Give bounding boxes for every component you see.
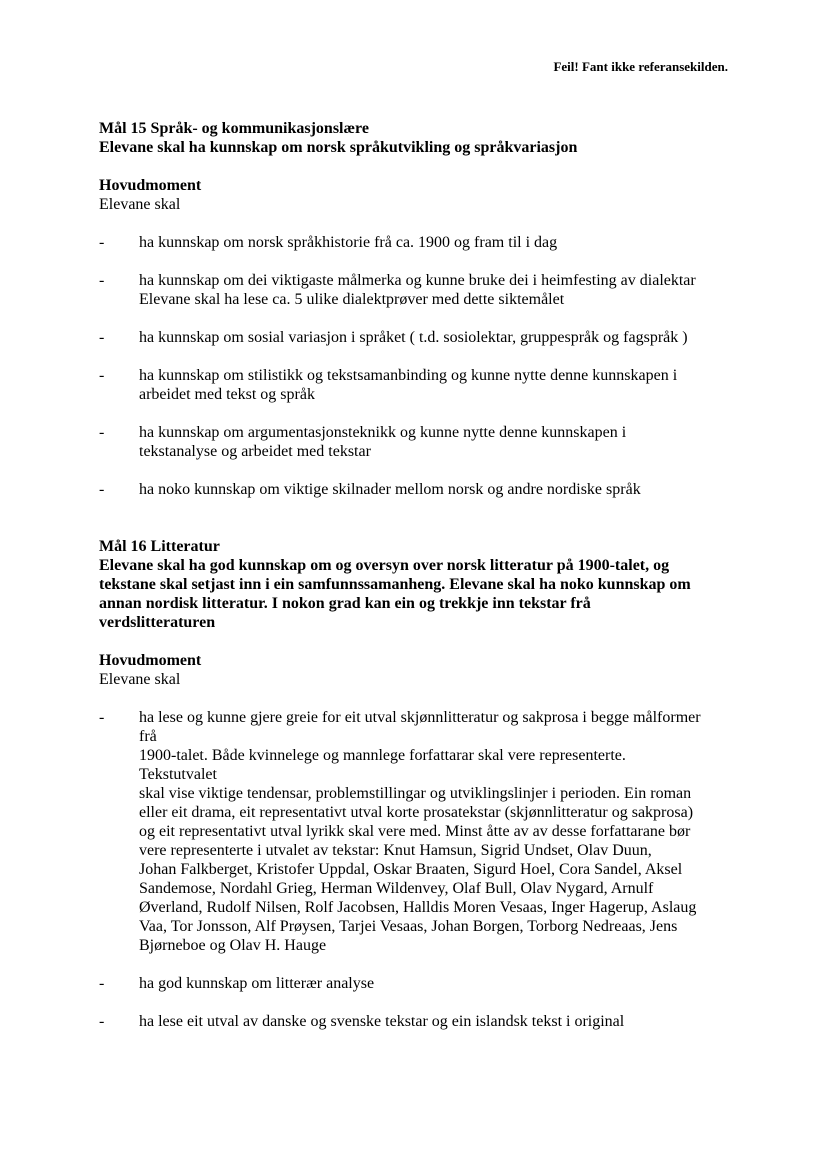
goal-16-section [99,537,729,1031]
list-item [99,974,729,993]
goal-16-bullet-list [99,708,729,1031]
list-item [99,328,729,347]
document-body [99,119,729,1050]
goal-15-section [99,119,729,499]
bullet-dash: - [99,272,105,289]
bullet-dash: - [99,1013,105,1030]
bullet-text-line: Bjørneboe og Olav H. Hauge [139,937,327,954]
bullet-text-line: tekstanalyse og arbeidet med tekstar [139,443,371,460]
bullet-dash: - [99,424,105,441]
list-item [99,480,729,499]
bullet-text-line: ha kunnskap om stilistikk og tekstsamanbinding og kunne nytte denne kunnskapen i [139,367,678,384]
bullet-text-line: Johan Falkberget, Kristofer Uppdal, Oskar Braaten, Sigurd Hoel, Cora Sandel, Aksel [139,861,683,878]
bullet-text-line: frå [139,728,157,745]
bullet-text-line: ha noko kunnskap om viktige skilnader mellom norsk og andre nordiske språk [139,481,641,498]
bullet-text-line: ha lese eit utval av danske og svenske tekstar og ein islandsk tekst i original [139,1013,625,1030]
list-item [99,708,729,955]
list-item [99,366,729,404]
bullet-dash: - [99,975,105,992]
bullet-text-line: ha god kunnskap om litterær analyse [139,975,375,992]
list-item [99,271,729,309]
bullet-dash: - [99,234,105,251]
bullet-text-line: Øverland, Rudolf Nilsen, Rolf Jacobsen, Halldis Moren Vesaas, Inger Hagerup, Aslaug [139,899,697,916]
bullet-dash: - [99,367,105,384]
goal-16-hovudmoment-intro: Elevane skal [99,671,181,688]
list-item [99,423,729,461]
bullet-text-line: 1900-talet. Både kvinnelege og mannlege forfattarar skal vere representerte. [139,747,626,764]
bullet-text-line: og eit representativt utval lyrikk skal vere med. Minst åtte av av desse forfattarane bør [139,823,691,840]
bullet-text-line: ha lese og kunne gjere greie for eit utval skjønnlitteratur og sakprosa i begge målformer [139,709,701,726]
bullet-text-line: ha kunnskap om argumentasjonsteknikk og kunne nytte denne kunnskapen i [139,424,627,441]
bullet-text-line: ha kunnskap om norsk språkhistorie frå ca. 1900 og fram til i dag [139,234,558,251]
bullet-text-line: ha kunnskap om sosial variasjon i språket ( t.d. sosiolektar, gruppespråk og fagspråk ) [139,329,688,346]
bullet-dash: - [99,709,105,726]
goal-16-subtitle-line: tekstane skal setjast inn i ein samfunnssamanheng. Elevane skal ha noko kunnskap om [99,576,691,593]
bullet-text-line: Sandemose, Nordahl Grieg, Herman Wildenvey, Olaf Bull, Olav Nygard, Arnulf [139,880,654,897]
bullet-text-line: arbeidet med tekst og språk [139,386,315,403]
bullet-text-line: eller eit drama, eit representativt utval korte prosatekstar (skjønnlitteratur og sakprosa) [139,804,694,821]
bullet-text-line: ha kunnskap om dei viktigaste målmerka og kunne bruke dei i heimfesting av dialektar [139,272,696,289]
goal-15-hovudmoment-heading: Hovudmoment [99,177,202,194]
goal-15-subtitle: Elevane skal ha kunnskap om norsk språkutvikling og språkvariasjon [99,139,578,156]
bullet-text-line: Elevane skal ha lese ca. 5 ulike dialektprøver med dette siktemålet [139,291,565,308]
goal-16-hovudmoment-heading: Hovudmoment [99,652,202,669]
bullet-dash: - [99,329,105,346]
bullet-dash: - [99,481,105,498]
bullet-text-line: Tekstutvalet [139,766,217,783]
goal-16-subtitle-line: Elevane skal ha god kunnskap om og oversyn over norsk litteratur på 1900-talet, og [99,557,670,574]
goal-15-hovudmoment-intro: Elevane skal [99,196,181,213]
bullet-text-line: skal vise viktige tendensar, problemstillingar og utviklingslinjer i perioden. Ein roman [139,785,692,802]
goal-16-subtitle [99,556,729,632]
goal-16-title: Mål 16 Litteratur [99,538,220,555]
goal-15-title: Mål 15 Språk- og kommunikasjonslære [99,120,369,137]
goal-15-bullet-list [99,233,729,499]
goal-16-subtitle-line: verdslitteraturen [99,614,216,631]
bullet-text-line: Vaa, Tor Jonsson, Alf Prøysen, Tarjei Vesaas, Johan Borgen, Torborg Nedreaas, Jens [139,918,678,935]
bullet-text-line: vere representerte i utvalet av tekstar: Knut Hamsun, Sigrid Undset, Olav Duun, [139,842,652,859]
goal-16-subtitle-line: annan nordisk litteratur. I nokon grad kan ein og trekkje inn tekstar frå [99,595,591,612]
header-reference-note: Feil! Fant ikke referansekilden. [553,59,728,74]
list-item [99,233,729,252]
list-item [99,1012,729,1031]
